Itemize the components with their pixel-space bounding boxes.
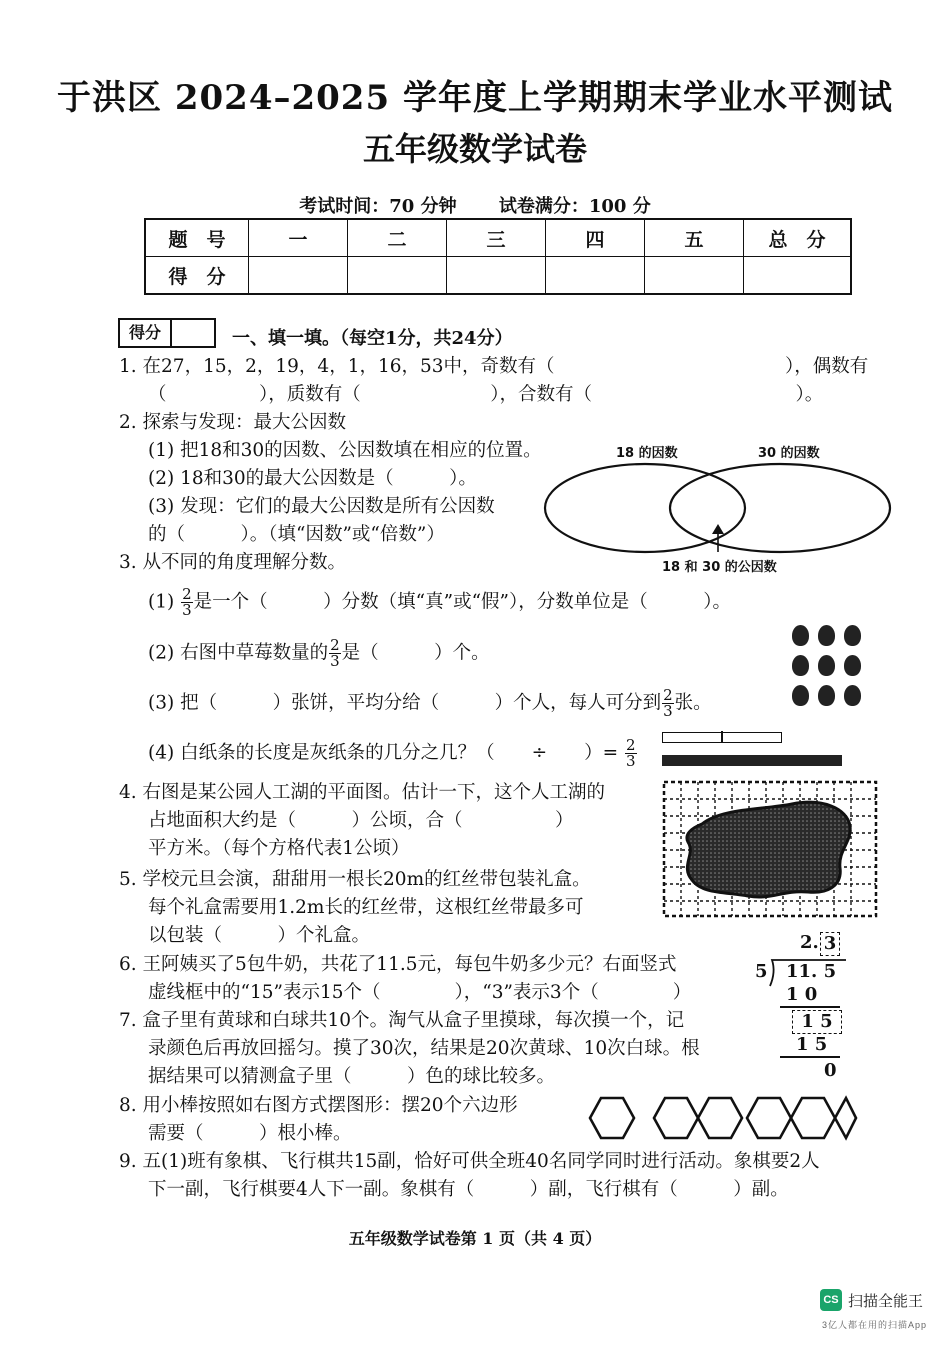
q5-line3: 以包装（ ）个礼盒。 [148, 925, 371, 946]
fraction-two-thirds: $\frac{2}{3}$ [625, 736, 636, 770]
hexagon-pattern [588, 1094, 858, 1146]
q3-part2: (2) 右图中草莓数量的 $\frac{2}{3}$ 是（ ）个。 [148, 636, 490, 670]
q1-line1-end: ），偶数有 [785, 356, 869, 377]
lake-shape [687, 802, 850, 897]
score-cell[interactable] [249, 257, 348, 295]
score-cell[interactable] [546, 257, 645, 295]
full-score: 试卷满分：100 分 [498, 196, 651, 217]
q4-line3: 平方米。（每个方格代表1公顷） [148, 838, 410, 859]
strawberry-icon [844, 685, 861, 706]
white-strip [662, 732, 782, 743]
section-score-label: 得分 [120, 320, 172, 346]
venn-label-30: 30 的因数 [758, 446, 820, 461]
section-score-box [118, 318, 216, 348]
q2-part2: (2) 18和30的最大公因数是（ ）。 [148, 468, 477, 489]
long-division [750, 930, 850, 1080]
venn-label-18: 18 的因数 [616, 446, 678, 461]
camscanner-logo: CS [820, 1289, 842, 1311]
q2-part1: (1) 把18和30的因数、公因数填在相应的位置。 [148, 440, 542, 461]
q9-line2: 下一副，飞行棋要4人下一副。象棋有（ ）副，飞行棋有（ ）副。 [148, 1179, 789, 1200]
venn-pointer-arrow [712, 524, 724, 534]
q5-line2: 每个礼盒需要用1.2m长的红丝带，这根红丝带最多可 [148, 897, 584, 918]
venn-label-common: 18 和 30 的公因数 [662, 560, 777, 575]
hexagon-3c [835, 1098, 856, 1138]
strawberry-icon [818, 625, 835, 646]
q4-line2: 占地面积大约是（ ）公顷，合（ ） [148, 810, 574, 831]
exam-meta [0, 192, 950, 218]
q1-line1: 1. 在27，15，2，19，4，1，16，53中，奇数有（ [119, 356, 555, 377]
q3-part4: (4) 白纸条的长度是灰纸条的几分之几？（ ÷ ）= $\frac{2}{3}$ [148, 736, 636, 770]
division-step3: 1 5 [796, 1034, 828, 1055]
quotient-int: 2. [800, 932, 819, 953]
division-dashed-box-15: 1 5 [792, 1010, 842, 1034]
q2-part3: (3) 发现：它们的最大公因数是所有公因数 [148, 496, 495, 517]
score-table-header-row [145, 219, 851, 257]
q2-part3-cont: 的（ ）。（填“因数”或“倍数”） [148, 524, 445, 545]
q7-line2: 录颜色后再放回摇匀。摸了30次，结果是20次黄球、10次白球。根 [148, 1038, 700, 1059]
score-col-2: 二 [348, 219, 447, 257]
q7-line3: 据结果可以猜测盒子里（ ）色的球比较多。 [148, 1066, 556, 1087]
q3-part1: (1) $\frac{2}{3}$ 是一个（ ）分数（填“真”或“假”），分数单位是（ ）。 [148, 585, 731, 619]
exam-time: 考试时间：70 分钟 [299, 196, 457, 217]
strawberry-icon [844, 655, 861, 676]
strawberry-icon [792, 655, 809, 676]
section-heading: 一、填一填。（每空1分，共24分） [232, 328, 513, 349]
score-col-label: 题 号 [145, 219, 249, 257]
division-step1: 1 0 [786, 984, 818, 1005]
score-cell[interactable] [744, 257, 852, 295]
exam-subtitle: 五年级数学试卷 [362, 130, 587, 168]
q1-line2: （ ），质数有（ ），合数有（ ）。 [148, 384, 824, 405]
quotient-dashed-box: 3 [820, 932, 840, 956]
strawberry-icon [818, 655, 835, 676]
division-remainder: 0 [824, 1060, 837, 1081]
q8-line2: 需要（ ）根小棒。 [148, 1123, 352, 1144]
division-line [780, 1056, 840, 1058]
score-table [144, 218, 852, 295]
lake-grid [662, 780, 878, 918]
score-col-1: 一 [249, 219, 348, 257]
hexagon-3a [747, 1098, 791, 1138]
hexagon-2b [698, 1098, 742, 1138]
strawberry-icon [792, 625, 809, 646]
fraction-two-thirds: $\frac{2}{3}$ [182, 585, 192, 619]
q7-line1: 7. 盒子里有黄球和白球共10个。淘气从盒子里摸球，每次摸一个，记 [119, 1010, 685, 1031]
division-line [780, 1006, 840, 1008]
strawberry-grid [788, 622, 868, 712]
venn-left-ellipse [545, 464, 745, 552]
hexagon-1 [590, 1098, 634, 1138]
score-col-total: 总 分 [744, 219, 852, 257]
q6-line2: 虚线框中的“15”表示15个（ ），“3”表示3个（ ） [148, 982, 692, 1003]
fraction-two-thirds: $\frac{2}{3}$ [663, 686, 673, 720]
venn-right-ellipse [670, 464, 890, 552]
strawberry-icon [818, 685, 835, 706]
score-cell[interactable] [645, 257, 744, 295]
q4-line1: 4. 右图是某公园人工湖的平面图。估计一下，这个人工湖的 [119, 782, 606, 803]
hexagon-2a [654, 1098, 698, 1138]
hexagon-3b [791, 1098, 835, 1138]
exam-title: 于洪区 2024–2025 学年度上学期期末学业水平测试 [57, 78, 893, 118]
q3-part3: (3) 把（ ）张饼，平均分给（ ）个人，每人可分到 $\frac{2}{3}$ 张。 [148, 686, 712, 720]
q3-title: 3. 从不同的角度理解分数。 [119, 552, 347, 573]
strawberry-icon [844, 625, 861, 646]
q8-line1: 8. 用小棒按照如右图方式摆图形：摆20个六边形 [119, 1095, 518, 1116]
camscanner-name: 扫描全能王 [848, 1293, 924, 1310]
score-cell[interactable] [348, 257, 447, 295]
page-footer: 五年级数学试卷第 1 页（共 4 页） [348, 1229, 602, 1248]
divisor: 5 [755, 961, 768, 982]
score-col-4: 四 [546, 219, 645, 257]
camscanner-tagline: 3亿人都在用的扫描App [822, 1320, 928, 1330]
fraction-two-thirds: $\frac{2}{3}$ [330, 636, 340, 670]
q5-line1: 5. 学校元旦会演，甜甜用一根长20m的红丝带包装礼盒。 [119, 869, 591, 890]
dividend: 11. 5 [786, 961, 837, 982]
strawberry-icon [792, 685, 809, 706]
score-table-score-row [145, 257, 851, 295]
score-col-5: 五 [645, 219, 744, 257]
gray-strip [662, 755, 842, 766]
score-col-3: 三 [447, 219, 546, 257]
score-cell[interactable] [447, 257, 546, 295]
q6-line1: 6. 王阿姨买了5包牛奶，共花了11.5元，每包牛奶多少元？右面竖式 [119, 954, 677, 975]
q2-title: 2. 探索与发现：最大公因数 [119, 412, 347, 433]
q9-line1: 9. 五(1)班有象棋、飞行棋共15副，恰好可供全班40名同学同时进行活动。象棋要2人 [119, 1151, 820, 1172]
score-row-label: 得 分 [145, 257, 249, 295]
